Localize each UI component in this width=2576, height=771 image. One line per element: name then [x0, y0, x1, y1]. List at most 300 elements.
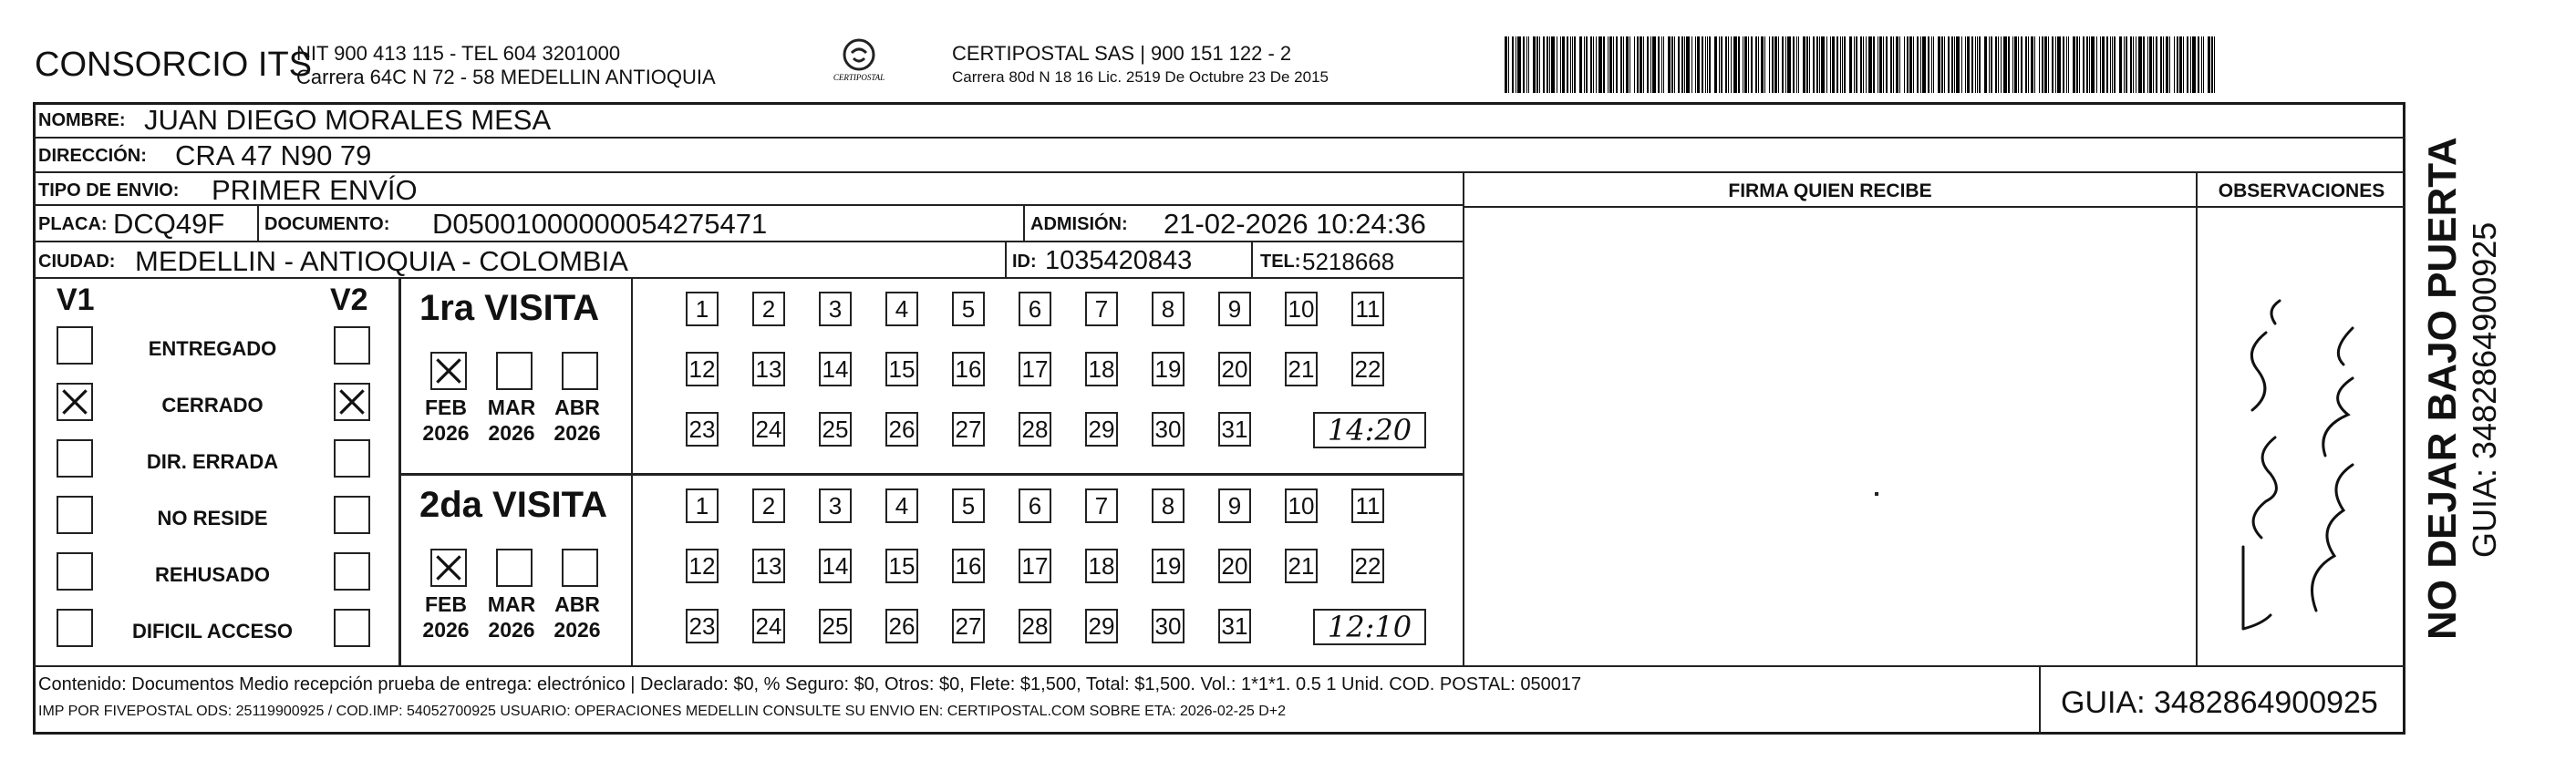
- status-v2-checkbox[interactable]: [334, 383, 370, 421]
- company-nit: NIT 900 413 115 - TEL 604 3201000: [296, 42, 621, 65]
- day-box[interactable]: 16: [952, 549, 985, 583]
- barcode-bar: [2143, 36, 2145, 93]
- barcode-bar: [1593, 36, 1594, 93]
- nombre-value: JUAN DIEGO MORALES MESA: [144, 104, 552, 136]
- tel-value: 5218668: [1302, 248, 1395, 275]
- day-box[interactable]: 10: [1285, 292, 1318, 326]
- direccion-value: CRA 47 N90 79: [175, 139, 372, 171]
- barcode-bar: [1917, 36, 1919, 93]
- barcode-bar: [1725, 36, 1727, 93]
- carrier-name: CERTIPOSTAL SAS | 900 151 122 - 2: [952, 42, 1292, 65]
- documento-cell: [259, 206, 1025, 241]
- barcode-bar: [2119, 36, 2122, 93]
- barcode-bar: [1702, 36, 1703, 93]
- svg-text:CERTIPOSTAL: CERTIPOSTAL: [833, 73, 885, 82]
- barcode-bar: [1751, 36, 1753, 93]
- day-box[interactable]: 21: [1285, 549, 1318, 583]
- day-box[interactable]: 25: [819, 412, 852, 447]
- month-label: FEB: [425, 396, 467, 419]
- barcode-bar: [1661, 36, 1662, 93]
- status-v1-checkbox[interactable]: [57, 496, 93, 534]
- row-direccion: [33, 139, 2405, 173]
- barcode-bar: [2008, 36, 2010, 93]
- day-box[interactable]: 29: [1085, 609, 1118, 643]
- barcode-bar: [1643, 36, 1644, 93]
- barcode-bar: [2079, 36, 2080, 93]
- placa-label: PLACA:: [38, 214, 108, 234]
- barcode-bar: [2055, 36, 2056, 93]
- barcode-bar: [1832, 36, 1835, 93]
- barcode-bar: [1941, 36, 1943, 93]
- visit-1-section: [401, 279, 1463, 476]
- barcode-bar: [1860, 36, 1862, 93]
- barcode-bar: [1678, 36, 1680, 93]
- barcode-bar: [1856, 36, 1857, 93]
- barcode-bar: [1920, 36, 1921, 93]
- handwritten-note: [2216, 246, 2380, 647]
- barcode-bar: [1787, 36, 1791, 93]
- barcode-bar: [2068, 36, 2069, 93]
- barcode-bar: [1626, 36, 1629, 93]
- v2-heading: V2: [330, 283, 368, 317]
- barcode-bar: [2208, 36, 2210, 93]
- status-v2-checkbox[interactable]: [334, 609, 370, 647]
- nombre-label: NOMBRE:: [38, 110, 126, 130]
- footer-contenido: Contenido: Documentos Medio recepción prueba de entrega: electrónico | Declarado: $0, % Seguro: $0, Otros: $0, Flete: $1,500, Total: $1,500. Vol.: 1*1*1. 0.5 1 Unid. COD. POSTAL: 050017: [38, 674, 1582, 694]
- barcode-bar: [2112, 36, 2113, 93]
- month-checkbox-feb[interactable]: [430, 352, 467, 390]
- observaciones-header-line: [2198, 206, 2405, 208]
- day-box[interactable]: 8: [1152, 292, 1185, 326]
- barcode-bar: [2073, 36, 2075, 93]
- status-label: REHUSADO: [155, 563, 270, 586]
- barcode-bar: [1769, 36, 1770, 93]
- barcode-bar: [1616, 36, 1618, 93]
- barcode-bar: [2025, 36, 2027, 93]
- barcode-bar: [1931, 36, 1932, 93]
- barcode-bar: [2028, 36, 2029, 93]
- admision-label: ADMISIÓN:: [1030, 214, 1128, 234]
- barcode-bar: [1954, 36, 1955, 93]
- barcode-bar: [1517, 36, 1521, 93]
- barcode-bar: [1543, 36, 1545, 93]
- status-v1-checkbox[interactable]: [57, 609, 93, 647]
- barcode-bar: [1796, 36, 1797, 93]
- certipostal-logo: [832, 36, 886, 100]
- barcode-bar: [1991, 36, 1992, 93]
- company-address: Carrera 64C N 72 - 58 MEDELLIN ANTIOQUIA: [296, 66, 716, 88]
- status-v1-checkbox[interactable]: [57, 383, 93, 421]
- day-box[interactable]: 28: [1019, 609, 1051, 643]
- day-box[interactable]: 4: [885, 292, 918, 326]
- barcode-bar: [1819, 36, 1820, 93]
- status-v2-checkbox[interactable]: [334, 439, 370, 478]
- barcode-bar: [2042, 36, 2043, 93]
- month-label: ABR: [554, 592, 600, 616]
- visit-time-box[interactable]: [1313, 609, 1426, 645]
- admision-value: 21-02-2026 10:24:36: [1164, 208, 1426, 240]
- barcode-bar: [2166, 36, 2168, 93]
- barcode-bar: [1977, 36, 1978, 93]
- day-box[interactable]: 14: [819, 549, 852, 583]
- day-box[interactable]: 2: [752, 292, 785, 326]
- barcode-bar: [2057, 36, 2061, 93]
- status-v2-checkbox[interactable]: [334, 326, 370, 365]
- day-box[interactable]: 26: [885, 609, 918, 643]
- barcode-bar: [2014, 36, 2017, 93]
- barcode-bar: [1668, 36, 1671, 93]
- day-box[interactable]: 6: [1019, 292, 1051, 326]
- barcode-bar: [2083, 36, 2085, 93]
- month-label: MAR: [487, 592, 536, 616]
- month-year: 2026: [488, 618, 535, 642]
- barcode-bar: [1598, 36, 1602, 93]
- month-year: 2026: [422, 618, 470, 642]
- barcode-bar: [1681, 36, 1683, 93]
- barcode-bar: [1705, 36, 1706, 93]
- barcode-bar: [1998, 36, 1999, 93]
- barcode-bar: [1523, 36, 1525, 93]
- barcode-bar: [2198, 36, 2199, 93]
- barcode-bar: [2214, 36, 2215, 93]
- day-box[interactable]: 1: [686, 292, 719, 326]
- barcode: [1505, 36, 2225, 93]
- barcode-bar: [1652, 36, 1656, 93]
- barcode-bar: [2086, 36, 2088, 93]
- barcode-bar: [1691, 36, 1692, 93]
- id-value: 1035420843: [1045, 246, 1193, 275]
- day-box[interactable]: 20: [1218, 549, 1251, 583]
- day-box[interactable]: 27: [952, 609, 985, 643]
- day-box[interactable]: 17: [1019, 549, 1051, 583]
- month-label: ABR: [554, 396, 600, 419]
- day-box[interactable]: 19: [1152, 549, 1185, 583]
- barcode-bar: [1922, 36, 1926, 93]
- day-box[interactable]: 11: [1351, 488, 1384, 523]
- barcode-bar: [1883, 36, 1884, 93]
- barcode-bar: [2203, 36, 2204, 93]
- barcode-bar: [2044, 36, 2047, 93]
- day-box[interactable]: 11: [1351, 292, 1384, 326]
- barcode-bar: [1984, 36, 1987, 93]
- day-box[interactable]: 12: [686, 549, 719, 583]
- barcode-bar: [1570, 36, 1571, 93]
- barcode-bar: [2211, 36, 2213, 93]
- barcode-bar: [1608, 36, 1609, 93]
- tipo-label: TIPO DE ENVIO:: [38, 180, 180, 200]
- barcode-bar: [1658, 36, 1660, 93]
- barcode-bar: [2018, 36, 2019, 93]
- barcode-bar: [1629, 36, 1630, 93]
- month-checkbox-abr[interactable]: [562, 352, 598, 390]
- barcode-bar: [1893, 36, 1894, 93]
- visit-time-box[interactable]: [1313, 412, 1426, 448]
- placa-value: DCQ49F: [113, 208, 225, 240]
- barcode-bar: [2096, 36, 2097, 93]
- day-box[interactable]: 7: [1085, 488, 1118, 523]
- day-box[interactable]: 13: [752, 549, 785, 583]
- barcode-bar: [1620, 36, 1622, 93]
- status-v2-checkbox[interactable]: [334, 552, 370, 591]
- barcode-bar: [1714, 36, 1717, 93]
- status-label: ENTREGADO: [148, 337, 277, 360]
- barcode-bar: [2031, 36, 2033, 93]
- day-box[interactable]: 14: [819, 352, 852, 386]
- day-box[interactable]: 18: [1085, 352, 1118, 386]
- barcode-bar: [1755, 36, 1757, 93]
- day-box[interactable]: 2: [752, 488, 785, 523]
- barcode-bar: [1826, 36, 1827, 93]
- barcode-bar: [2130, 36, 2132, 93]
- barcode-bar: [1674, 36, 1675, 93]
- barcode-bar: [1719, 36, 1720, 93]
- day-box[interactable]: 29: [1085, 412, 1118, 447]
- documento-label: DOCUMENTO:: [264, 214, 390, 234]
- day-box[interactable]: 17: [1019, 352, 1051, 386]
- tipo-value: PRIMER ENVÍO: [212, 174, 418, 206]
- day-box[interactable]: 4: [885, 488, 918, 523]
- day-box[interactable]: 1: [686, 488, 719, 523]
- barcode-bar: [1904, 36, 1905, 93]
- barcode-bar: [1809, 36, 1810, 93]
- barcode-bar: [2156, 36, 2157, 93]
- barcode-bar: [1549, 36, 1550, 93]
- side-warning: NO DEJAR BAJO PUERTA: [2420, 137, 2465, 640]
- barcode-bar: [2169, 36, 2170, 93]
- firma-dot: [1875, 492, 1878, 496]
- barcode-bar: [2179, 36, 2182, 93]
- barcode-bar: [1979, 36, 1981, 93]
- barcode-bar: [1748, 36, 1749, 93]
- status-v1-checkbox[interactable]: [57, 439, 93, 478]
- day-box[interactable]: 3: [819, 488, 852, 523]
- barcode-bar: [1560, 36, 1561, 93]
- barcode-bar: [1951, 36, 1953, 93]
- day-box[interactable]: 5: [952, 292, 985, 326]
- side-guia: GUIA: 3482864900925: [2466, 221, 2503, 558]
- barcode-bar: [1738, 36, 1740, 93]
- day-box[interactable]: 18: [1085, 549, 1118, 583]
- barcode-bar: [2147, 36, 2148, 93]
- barcode-bar: [2177, 36, 2178, 93]
- barcode-bar: [1536, 36, 1538, 93]
- firma-column: [1463, 173, 2198, 665]
- day-box[interactable]: 8: [1152, 488, 1185, 523]
- barcode-bar: [1671, 36, 1673, 93]
- barcode-bar: [1778, 36, 1779, 93]
- barcode-bar: [1774, 36, 1777, 93]
- barcode-bar: [1956, 36, 1960, 93]
- footer: [33, 665, 2405, 735]
- barcode-bar: [2102, 36, 2105, 93]
- day-box[interactable]: 5: [952, 488, 985, 523]
- day-box[interactable]: 6: [1019, 488, 1051, 523]
- barcode-bar: [1868, 36, 1872, 93]
- x-mark-icon: [432, 550, 465, 585]
- status-label: DIR. ERRADA: [146, 450, 279, 473]
- day-box[interactable]: 12: [686, 352, 719, 386]
- barcode-bar: [2063, 36, 2064, 93]
- day-box[interactable]: 26: [885, 412, 918, 447]
- barcode-bar: [1731, 36, 1732, 93]
- ciudad-label: CIUDAD:: [38, 252, 116, 272]
- barcode-bar: [1663, 36, 1664, 93]
- barcode-bar: [1772, 36, 1774, 93]
- month-label: FEB: [425, 592, 467, 616]
- day-box[interactable]: 22: [1351, 352, 1384, 386]
- day-box[interactable]: 15: [885, 549, 918, 583]
- barcode-bar: [2110, 36, 2111, 93]
- barcode-bar: [2100, 36, 2101, 93]
- barcode-bar: [1528, 36, 1529, 93]
- day-box[interactable]: 30: [1152, 412, 1185, 447]
- barcode-bar: [1896, 36, 1898, 93]
- visit-divider: [631, 279, 633, 473]
- barcode-bar: [1584, 36, 1585, 93]
- barcode-bar: [1650, 36, 1651, 93]
- barcode-bar: [2034, 36, 2035, 93]
- barcode-bar: [2160, 36, 2162, 93]
- barcode-bar: [1686, 36, 1690, 93]
- placa-cell: [33, 206, 259, 241]
- barcode-bar: [1844, 36, 1846, 93]
- barcode-bar: [1764, 36, 1765, 93]
- day-box[interactable]: 24: [752, 609, 785, 643]
- barcode-bar: [1744, 36, 1747, 93]
- barcode-bar: [1948, 36, 1950, 93]
- v1-heading: V1: [57, 283, 95, 317]
- month-year: 2026: [553, 421, 601, 445]
- barcode-bar: [1709, 36, 1711, 93]
- day-box[interactable]: 3: [819, 292, 852, 326]
- barcode-bar: [1866, 36, 1867, 93]
- day-box[interactable]: 24: [752, 412, 785, 447]
- barcode-bar: [1761, 36, 1764, 93]
- day-box[interactable]: 25: [819, 609, 852, 643]
- month-checkbox-feb[interactable]: [430, 549, 467, 587]
- status-label: CERRADO: [161, 394, 264, 416]
- day-box[interactable]: 23: [686, 609, 719, 643]
- barcode-bar: [1579, 36, 1582, 93]
- barcode-bar: [2126, 36, 2127, 93]
- month-checkbox-mar[interactable]: [496, 549, 533, 587]
- observaciones-column: [2198, 173, 2405, 665]
- firma-header-line: [1464, 206, 2196, 208]
- status-v1-checkbox[interactable]: [57, 326, 93, 365]
- month-year: 2026: [553, 618, 601, 642]
- barcode-bar: [1572, 36, 1573, 93]
- status-v2-checkbox[interactable]: [334, 496, 370, 534]
- barcode-bar: [2091, 36, 2095, 93]
- month-year: 2026: [422, 421, 470, 445]
- barcode-bar: [2187, 36, 2188, 93]
- barcode-bar: [1803, 36, 1805, 93]
- barcode-bar: [1596, 36, 1597, 93]
- month-label: MAR: [487, 396, 536, 419]
- day-box[interactable]: 22: [1351, 549, 1384, 583]
- day-box[interactable]: 31: [1218, 609, 1251, 643]
- barcode-bar: [1562, 36, 1565, 93]
- day-box[interactable]: 7: [1085, 292, 1118, 326]
- day-box[interactable]: 30: [1152, 609, 1185, 643]
- barcode-bar: [2114, 36, 2116, 93]
- barcode-bar: [1816, 36, 1818, 93]
- barcode-bar: [2039, 36, 2040, 93]
- barcode-bar: [1842, 36, 1843, 93]
- barcode-bar: [1603, 36, 1605, 93]
- day-box[interactable]: 9: [1218, 488, 1251, 523]
- barcode-bar: [1793, 36, 1795, 93]
- barcode-bar: [1873, 36, 1875, 93]
- barcode-bar: [1728, 36, 1729, 93]
- barcode-bar: [1899, 36, 1900, 93]
- day-box[interactable]: 31: [1218, 412, 1251, 447]
- status-label: DIFICIL ACCESO: [131, 620, 293, 642]
- direccion-label: DIRECCIÓN:: [38, 146, 147, 166]
- x-mark-icon: [58, 385, 91, 419]
- barcode-bar: [1928, 36, 1929, 93]
- barcode-bar: [1508, 36, 1509, 93]
- month-checkbox-abr[interactable]: [562, 549, 598, 587]
- day-box[interactable]: 20: [1218, 352, 1251, 386]
- barcode-bar: [1613, 36, 1614, 93]
- day-box[interactable]: 16: [952, 352, 985, 386]
- footer-guia: GUIA: 3482864900925: [2061, 685, 2378, 720]
- barcode-bar: [1551, 36, 1555, 93]
- barcode-bar: [2021, 36, 2023, 93]
- barcode-bar: [2124, 36, 2125, 93]
- footer-imp: IMP POR FIVEPOSTAL ODS: 25119900925 / COD.IMP: 54052700925 USUARIO: OPERACIONES MEDELLIN CONSULTE SU ENVIO EN: CERTIPOSTAL.COM SOBRE ETA: 2026-02-25 D+2: [38, 704, 1287, 719]
- barcode-bar: [1961, 36, 1962, 93]
- barcode-bar: [1806, 36, 1808, 93]
- barcode-bar: [1707, 36, 1708, 93]
- barcode-bar: [1647, 36, 1649, 93]
- barcode-bar: [1547, 36, 1548, 93]
- barcode-bar: [1512, 36, 1514, 93]
- barcode-bar: [1623, 36, 1624, 93]
- barcode-bar: [2001, 36, 2002, 93]
- barcode-bar: [1913, 36, 1914, 93]
- day-box[interactable]: 21: [1285, 352, 1318, 386]
- barcode-bar: [1938, 36, 1940, 93]
- visit-title: 2da VISITA: [419, 485, 607, 525]
- day-box[interactable]: 27: [952, 412, 985, 447]
- barcode-bar: [1995, 36, 1997, 93]
- barcode-bar: [1813, 36, 1815, 93]
- barcode-bar: [1758, 36, 1759, 93]
- day-box[interactable]: 28: [1019, 412, 1051, 447]
- barcode-bar: [1539, 36, 1540, 93]
- day-box[interactable]: 10: [1285, 488, 1318, 523]
- barcode-bar: [1975, 36, 1976, 93]
- barcode-bar: [1944, 36, 1945, 93]
- day-box[interactable]: 23: [686, 412, 719, 447]
- day-box[interactable]: 19: [1152, 352, 1185, 386]
- carrier-address: Carrera 80d N 18 16 Lic. 2519 De Octubre 23 De 2015: [952, 68, 1329, 86]
- day-box[interactable]: 9: [1218, 292, 1251, 326]
- day-box[interactable]: 13: [752, 352, 785, 386]
- barcode-bar: [1863, 36, 1864, 93]
- barcode-bar: [1886, 36, 1888, 93]
- barcode-bar: [1697, 36, 1700, 93]
- day-box[interactable]: 15: [885, 352, 918, 386]
- status-v1-checkbox[interactable]: [57, 552, 93, 591]
- barcode-bar: [1721, 36, 1723, 93]
- barcode-bar: [2089, 36, 2090, 93]
- id-cell: [1007, 242, 1253, 277]
- month-checkbox-mar[interactable]: [496, 352, 533, 390]
- barcode-bar: [2163, 36, 2164, 93]
